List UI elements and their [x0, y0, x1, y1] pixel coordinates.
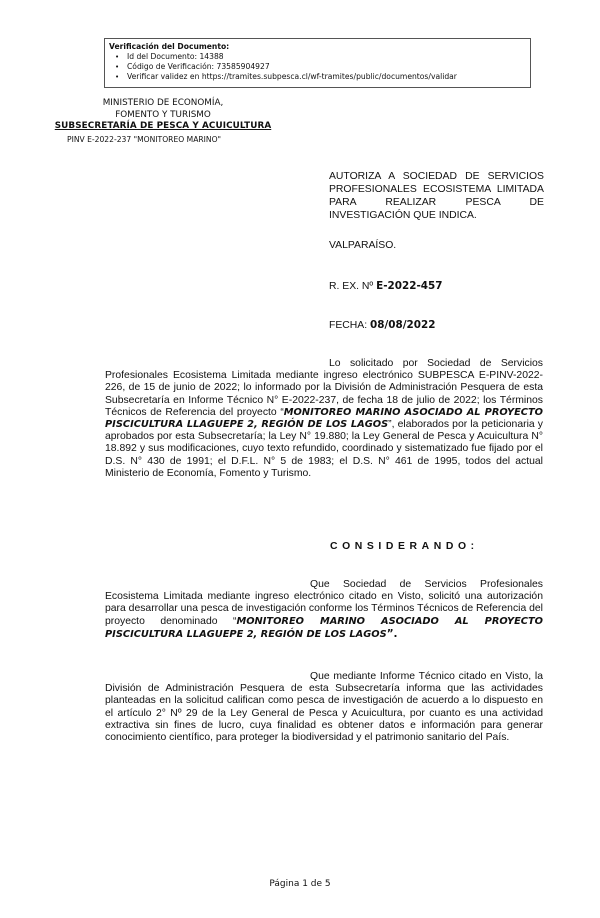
- visto-text-a: Lo solicitado por Sociedad de Servicios Profesionales Ecosistema Limitada mediante ingreso electrónico SUBPESCA E-PINV-2022-226, de 15 de junio de 2022; lo informado por la División de Administración Pesquera de esta Subsecretaría en Informe Técnico N° E-2022-237, de fecha 18 de julio de 2022; los Términos Técnicos de Referencia del proyecto “: [105, 358, 543, 418]
- considerando-paragraph-2: Que mediante Informe Técnico citado en Visto, la División de Administración Pesquera de esta Subsecretaría informa que las actividades planteadas en la solicitud califican como pesca de investigación de acuerdo a lo dispuesto en el artículo 2° Nº 29 de la Ley General de Pesca y Acuicultura, por cuanto es una actividad extractiva sin fines de lucro, cuya finalidad es obtener datos e información para generar conocimiento científico, para proteger la biodiversidad y el patrimonio sanitario del País.: [105, 671, 543, 744]
- considerando-1-project-name: MONITOREO MARINO ASOCIADO AL PROYECTO PISCICULTURA LLAGUEPE 2, REGIÓN DE LOS LAGOS: [105, 615, 544, 640]
- ministry-header: [38, 98, 288, 133]
- fecha-label: FECHA:: [329, 320, 368, 331]
- visto-text-b: ”, elaborados por la peticionaria y aprobados por esta Subsecretaría; la Ley N° 19.880; la Ley General de Pesca y Acuicultura N° 18.892 y sus modificaciones, cuyo texto refundido, coordinado y sistematizado fue fijado por el D.S. N° 430 de 1991; el D.F.L. N° 5 de 1983; el D.S. N° 461 de 1995, todos del actual Ministerio de Economía, Fomento y Turismo.: [105, 419, 543, 479]
- rex-label: R. EX. Nº: [329, 281, 374, 292]
- pinv-reference: PINV E-2022-237 "MONITOREO MARINO": [67, 135, 222, 144]
- subsecretaria-name: SUBSECRETARÍA DE PESCA Y ACUICULTURA: [54, 121, 272, 131]
- ministry-name: MINISTERIO DE ECONOMÍA,: [102, 98, 224, 108]
- verification-title: Verificación del Documento:: [109, 42, 230, 51]
- resolution-city: VALPARAÍSO.: [329, 240, 397, 251]
- visto-paragraph: [105, 358, 543, 480]
- resolution-number: [329, 280, 544, 293]
- verification-list: [109, 52, 530, 82]
- verification-url[interactable]: • Verificar validez en https://tramites.subpesca.cl/wf-tramites/public/documentos/validar: [127, 72, 530, 82]
- verification-box: [104, 38, 531, 88]
- fecha-value: 08/08/2022: [370, 319, 436, 331]
- resolution-title: AUTORIZA A SOCIEDAD DE SERVICIOS PROFESIONALES ECOSISTEMA LIMITADA PARA REALIZAR PESCA DE INVESTIGACIÓN QUE INDICA.: [329, 171, 544, 221]
- considerando-1-text-b: ”.: [386, 627, 398, 640]
- verification-code: • Código de Verificación: 73585904927: [127, 62, 530, 72]
- page-number: Página 1 de 5: [269, 879, 331, 889]
- verification-id: • Id del Documento: 14388: [127, 52, 530, 62]
- considerando-paragraph-1: [105, 579, 543, 641]
- visto-project-name: MONITOREO MARINO ASOCIADO AL PROYECTO PISCICULTURA LLAGUEPE 2, REGIÓN DE LOS LAGOS: [105, 406, 544, 431]
- considerando-1-text-a: Que Sociedad de Servicios Profesionales Ecosistema Limitada mediante ingreso electrónico citado en Visto, solicitó una autorización para desarrollar una pesca de investigación conforme los Términos Técnicos de Referencia del proyecto denominado “: [105, 579, 543, 627]
- resolution-date: [329, 319, 544, 332]
- considerando-heading: CONSIDERANDO:: [330, 541, 479, 552]
- ministry-name-cont: FOMENTO Y TURISMO: [115, 109, 211, 120]
- rex-value: E-2022-457: [376, 280, 443, 292]
